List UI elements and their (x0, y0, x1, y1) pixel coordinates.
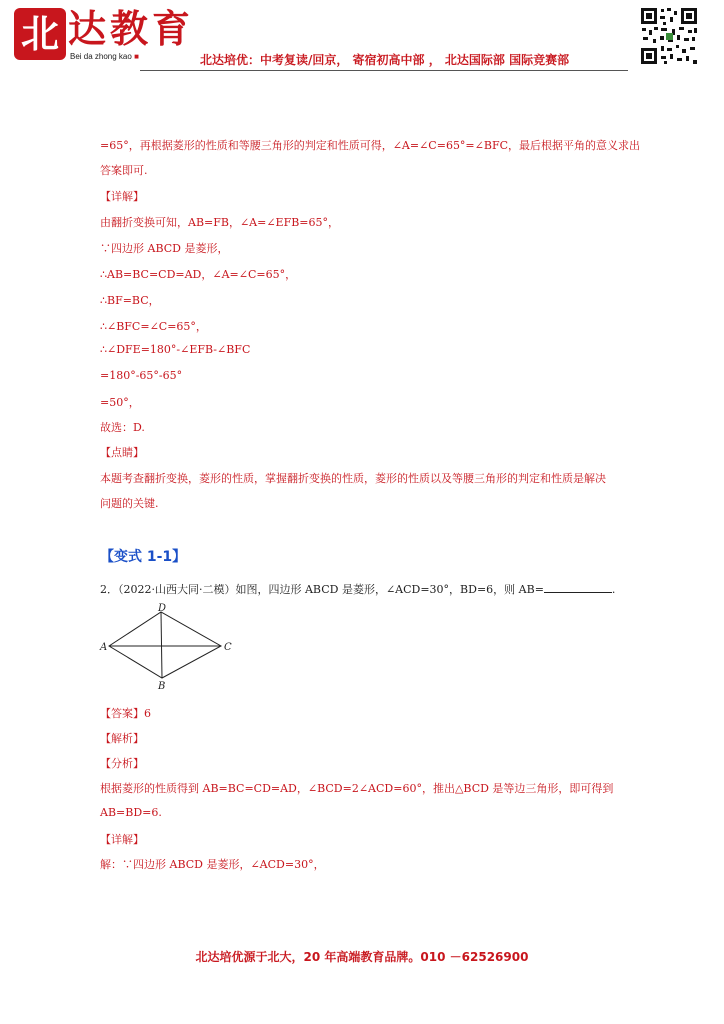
vertex-label-b: B (158, 681, 166, 692)
solution-line: ∴AB=BC=CD=AD，∠A=∠C=65°， (100, 268, 297, 281)
solution-line: ∵四边形 ABCD 是菱形， (100, 242, 229, 255)
section-heading-reasoning: 【分析】 (100, 757, 144, 770)
question-2-tail: . (611, 583, 616, 596)
answer-line: AB=BD=6. (100, 806, 162, 819)
logo-subtitle (70, 52, 139, 61)
answer-blank (544, 582, 612, 593)
solution-line: ∴∠BFC=∠C=65°， (100, 320, 207, 333)
solution-line: ∴∠DFE=180°-∠EFB-∠BFC (100, 343, 251, 356)
solution-line: =180°-65°-65° (100, 369, 183, 382)
rhombus-diagram (98, 602, 238, 692)
solution-line: =50°， (100, 396, 140, 409)
answer-line: 【答案】6 (100, 707, 151, 720)
solution-line: 本题考查翻折变换，菱形的性质，掌握翻折变换的性质，菱形的性质以及等腰三角形的判定和性质是解决 (100, 472, 606, 485)
answer-line: 解：∵四边形 ABCD 是菱形，∠ACD=30°， (100, 858, 325, 871)
logo-badge: 北 (14, 8, 66, 60)
solution-line: 问题的关键. (100, 497, 159, 510)
logo-subtitle-text: Bei da zhong kao (70, 52, 132, 61)
section-heading-analysis: 【解析】 (100, 732, 144, 745)
qr-code-icon (639, 6, 699, 66)
solution-line: 答案即可. (100, 164, 148, 177)
solution-line: =65°，再根据菱形的性质和等腰三角形的判定和性质可得，∠A=∠C=65°=∠BFC，最后根据平角的意义求出 (100, 139, 641, 152)
section-heading-comment: 【点睛】 (100, 446, 144, 459)
vertex-label-a: A (100, 642, 108, 653)
logo-dot: ■ (134, 52, 139, 61)
solution-line: ∴BF=BC， (100, 294, 160, 307)
question-2 (100, 581, 615, 597)
section-heading-detail: 【详解】 (100, 190, 144, 203)
solution-line: 故选：D. (100, 421, 145, 434)
answer-line: 根据菱形的性质得到 AB=BC=CD=AD，∠BCD=2∠ACD=60°，推出△BCD 是等边三角形，即可得到 (100, 782, 614, 795)
solution-line: 由翻折变换可知，AB=FB，∠A=∠EFB=65°， (100, 216, 340, 229)
section-heading-detail: 【详解】 (100, 833, 144, 846)
header-divider (140, 70, 628, 71)
logo-text: 达教育 (68, 6, 195, 51)
variant-heading: 【变式 1-1】 (100, 549, 187, 565)
question-2-text: 2．（2022·山西大同·二模）如图，四边形 ABCD 是菱形，∠ACD=30°，BD=6，则 AB= (100, 583, 544, 596)
vertex-label-d: D (158, 603, 167, 614)
page-footer: 北达培优源于北大，20 年高端教育品牌。010 －62526900 (195, 950, 529, 964)
vertex-label-c: C (224, 642, 232, 653)
header-slogan: 北达培优：中考复读/回京， 寄宿初高中部 ， 北达国际部 国际竞赛部 (200, 53, 570, 67)
